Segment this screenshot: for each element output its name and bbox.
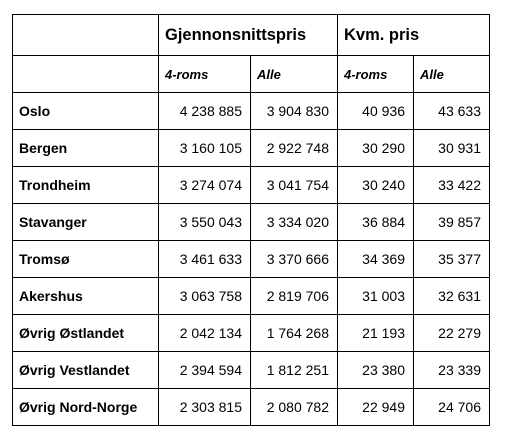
cell-avg-4-roms: 3 063 758 [159,278,251,315]
cell-sqm-all: 33 422 [414,167,490,204]
cell-avg-all: 1 812 251 [251,352,338,389]
row-label: Øvrig Østlandet [13,315,159,352]
table-row [13,241,490,278]
table-row [13,389,490,426]
sub-header-4-roms-average: 4-roms [159,56,251,93]
cell-sqm-all: 30 931 [414,130,490,167]
sub-header-all-average: Alle [251,56,338,93]
cell-avg-all: 3 370 666 [251,241,338,278]
cell-sqm-all: 43 633 [414,93,490,130]
group-header-sqm-price: Kvm. pris [338,15,490,56]
cell-sqm-all: 32 631 [414,278,490,315]
cell-sqm-4-roms: 30 290 [338,130,414,167]
table-row [13,352,490,389]
cell-avg-all: 2 080 782 [251,389,338,426]
cell-avg-all: 3 041 754 [251,167,338,204]
group-header-average-price: Gjennonsnittspris [159,15,338,56]
cell-sqm-4-roms: 36 884 [338,204,414,241]
cell-sqm-4-roms: 40 936 [338,93,414,130]
cell-avg-all: 2 819 706 [251,278,338,315]
cell-sqm-all: 24 706 [414,389,490,426]
corner-cell [13,15,159,56]
row-label: Øvrig Vestlandet [13,352,159,389]
cell-sqm-4-roms: 30 240 [338,167,414,204]
cell-avg-all: 2 922 748 [251,130,338,167]
row-label: Stavanger [13,204,159,241]
cell-sqm-4-roms: 22 949 [338,389,414,426]
cell-sqm-4-roms: 21 193 [338,315,414,352]
row-label: Oslo [13,93,159,130]
cell-sqm-all: 39 857 [414,204,490,241]
cell-sqm-all: 35 377 [414,241,490,278]
table-row [13,93,490,130]
table-row [13,167,490,204]
cell-avg-4-roms: 2 303 815 [159,389,251,426]
sub-header-all-sqm: Alle [414,56,490,93]
sub-header-corner-cell [13,56,159,93]
cell-sqm-4-roms: 34 369 [338,241,414,278]
cell-sqm-all: 22 279 [414,315,490,352]
row-label: Trondheim [13,167,159,204]
cell-sqm-4-roms: 23 380 [338,352,414,389]
cell-sqm-4-roms: 31 003 [338,278,414,315]
cell-avg-4-roms: 3 461 633 [159,241,251,278]
row-label: Øvrig Nord-Norge [13,389,159,426]
cell-avg-4-roms: 2 394 594 [159,352,251,389]
table-row [13,130,490,167]
sub-header-4-roms-sqm: 4-roms [338,56,414,93]
cell-avg-4-roms: 2 042 134 [159,315,251,352]
table-row [13,315,490,352]
sub-header-row [13,56,490,93]
price-table-body [13,15,490,426]
price-table-container [12,14,490,426]
cell-sqm-all: 23 339 [414,352,490,389]
row-label: Akershus [13,278,159,315]
row-label: Bergen [13,130,159,167]
table-row [13,278,490,315]
row-label: Tromsø [13,241,159,278]
cell-avg-4-roms: 4 238 885 [159,93,251,130]
cell-avg-4-roms: 3 550 043 [159,204,251,241]
cell-avg-4-roms: 3 160 105 [159,130,251,167]
table-row [13,204,490,241]
cell-avg-all: 3 904 830 [251,93,338,130]
price-table [12,14,490,426]
cell-avg-all: 1 764 268 [251,315,338,352]
cell-avg-all: 3 334 020 [251,204,338,241]
group-header-row [13,15,490,56]
cell-avg-4-roms: 3 274 074 [159,167,251,204]
